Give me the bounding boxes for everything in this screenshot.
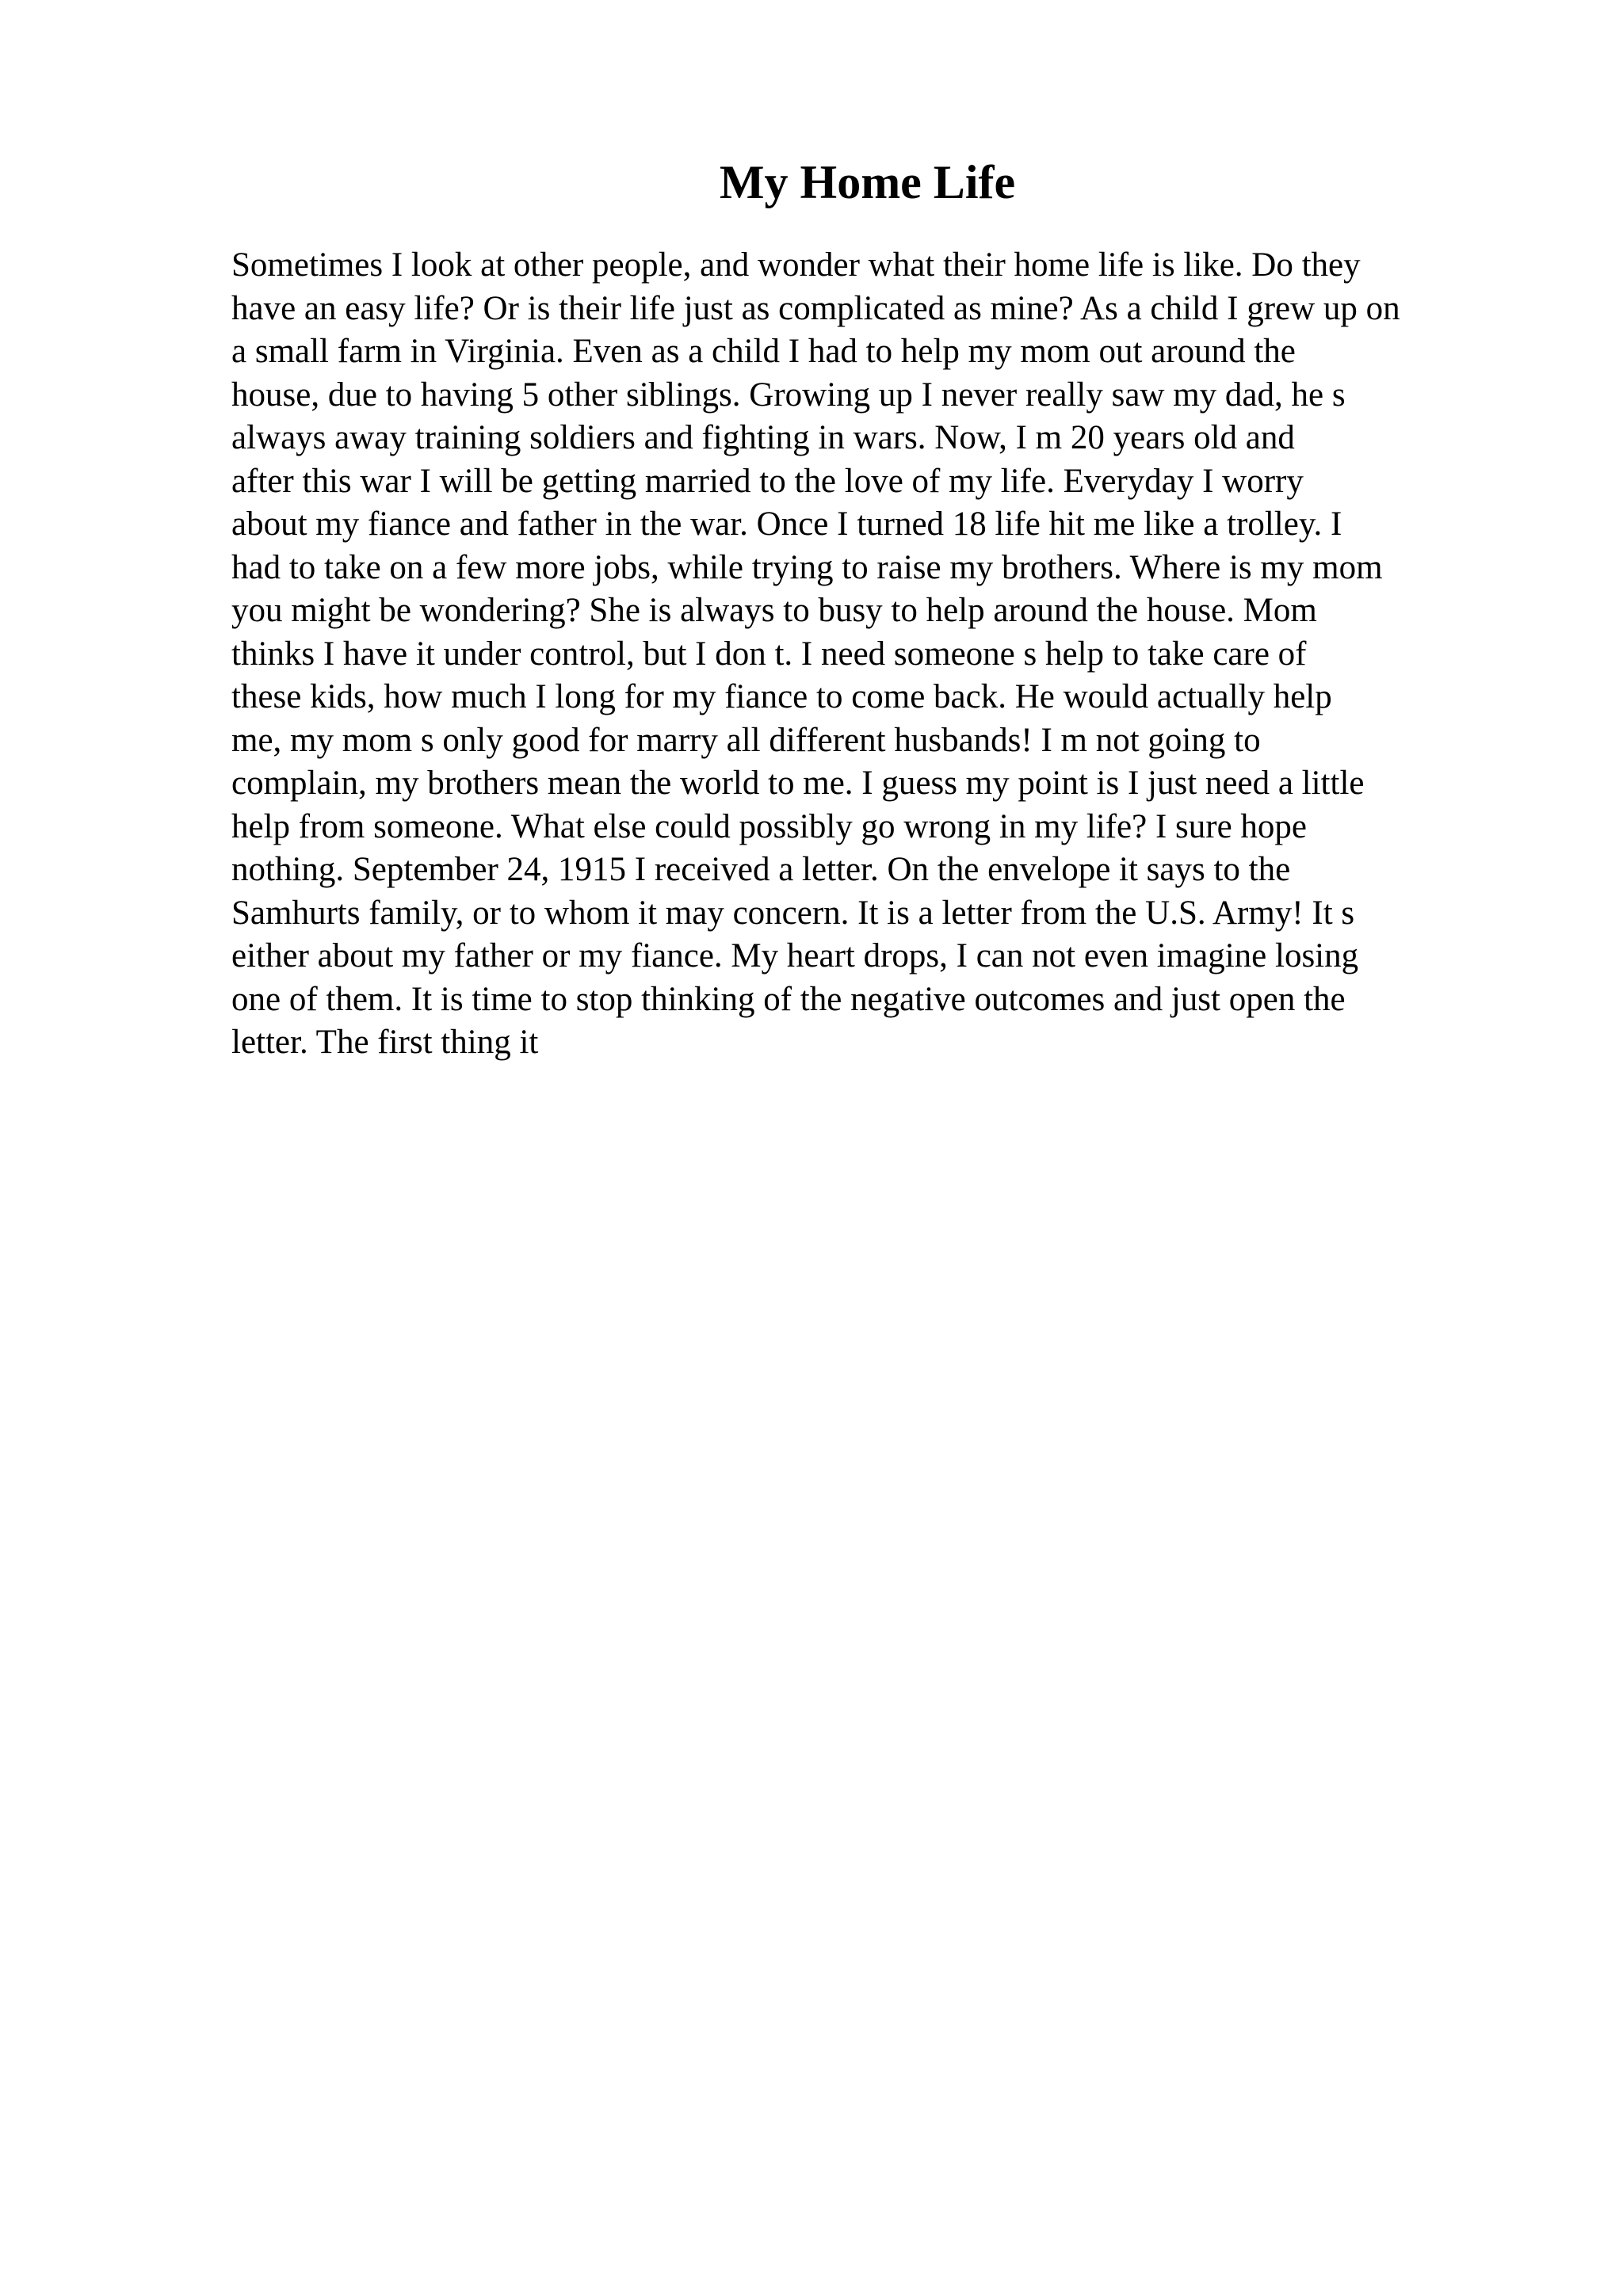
- body-line: always away training soldiers and fighting in wars. Now, I m 20 years old and: [231, 419, 1295, 456]
- body-line: had to take on a few more jobs, while trying to raise my brothers. Where is my mom: [231, 548, 1383, 586]
- body-line: Samhurts family, or to whom it may concern. It is a letter from the U.S. Army! It s: [231, 894, 1355, 932]
- body-line: complain, my brothers mean the world to me. I guess my point is I just need a little: [231, 765, 1365, 802]
- body-line: me, my mom s only good for marry all different husbands! I m not going to: [231, 721, 1261, 759]
- body-line: letter. The first thing it: [231, 1024, 539, 1061]
- document-body: [231, 244, 1594, 1065]
- body-line: have an easy life? Or is their life just as complicated as mine? As a child I grew up on: [231, 289, 1400, 327]
- body-line: thinks I have it under control, but I don t. I need someone s help to take care of: [231, 635, 1307, 673]
- body-line: these kids, how much I long for my fiance to come back. He would actually help: [231, 678, 1332, 715]
- body-line: nothing. September 24, 1915 I received a letter. On the envelope it says to the: [231, 851, 1291, 888]
- body-line: after this war I will be getting married to the love of my life. Everyday I worry: [231, 462, 1304, 500]
- body-line: a small farm in Virginia. Even as a child I had to help my mom out around the: [231, 333, 1296, 370]
- body-line: help from someone. What else could possibly go wrong in my life? I sure hope: [231, 807, 1307, 845]
- body-line: Sometimes I look at other people, and wonder what their home life is like. Do they: [231, 246, 1361, 284]
- body-line: either about my father or my fiance. My heart drops, I can not even imagine losing: [231, 937, 1359, 974]
- document-title: My Home Life: [719, 156, 1016, 208]
- body-line: about my fiance and father in the war. Once I turned 18 life hit me like a trolley. I: [231, 505, 1342, 543]
- body-line: house, due to having 5 other siblings. Growing up I never really saw my dad, he s: [231, 376, 1346, 414]
- body-line: one of them. It is time to stop thinking of the negative outcomes and just open the: [231, 980, 1346, 1018]
- body-line: you might be wondering? She is always to busy to help around the house. Mom: [231, 592, 1317, 629]
